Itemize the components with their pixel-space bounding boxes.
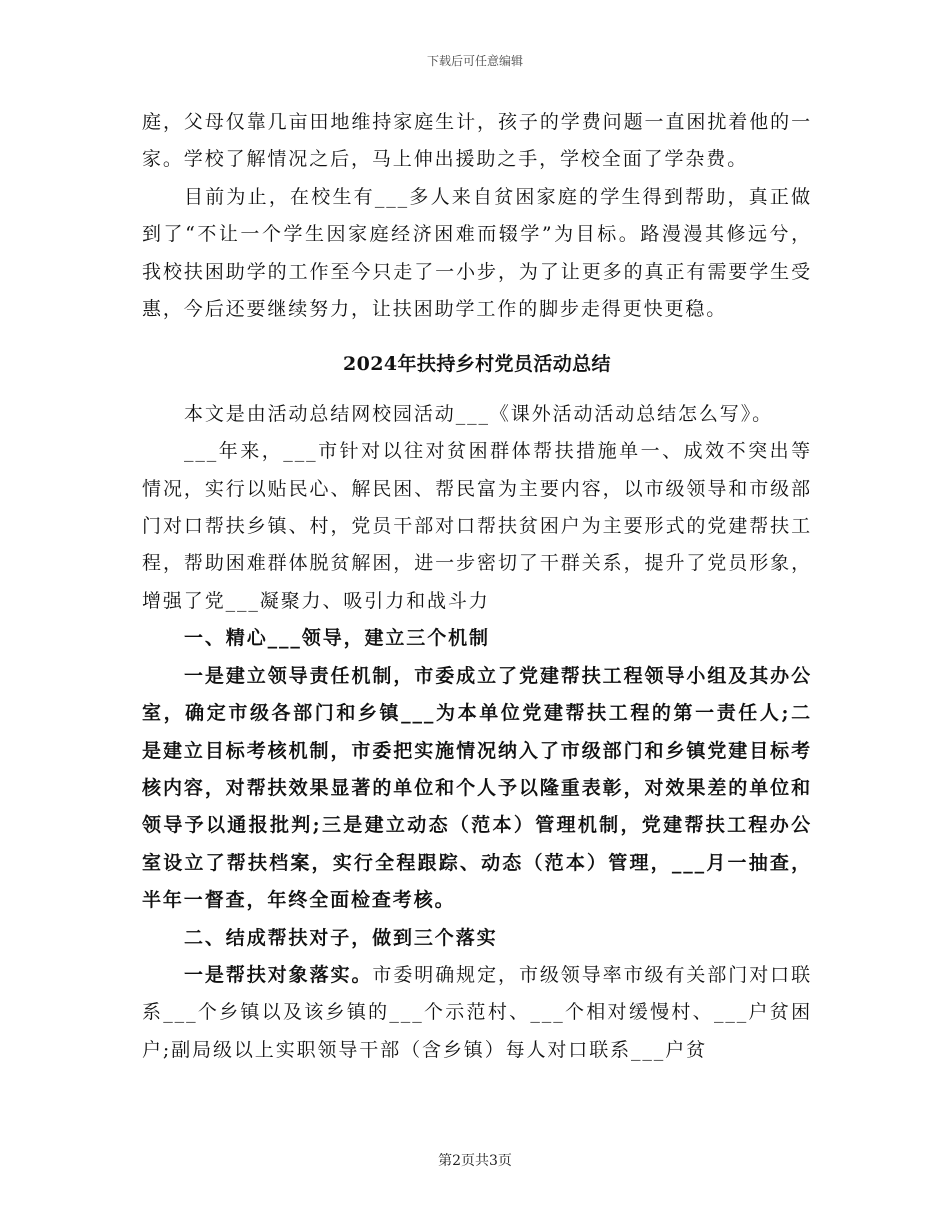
paragraph: 目前为止，在校生有___多人来自贫困家庭的学生得到帮助，真正做到了“不让一个学生因家庭经济困难而辍学”为目标。路漫漫其修远兮，我校扶困助学的工作至今只走了一小步，为了让更多的真正有需要学生受惠，今后还要继续努力，让扶困助学工作的脚步走得更快更稳。	[142, 185, 812, 321]
paragraph-text: 市委明确规定，市级领导率市级有关部门对口联系___个乡镇以及该乡镇的___个示范村、___个相对缓慢村、___户贫困户;副局级以上实职领导干部（含乡镇）每人对口联系___户贫	[142, 963, 812, 1061]
paragraph-continued: 庭，父母仅靠几亩田地维持家庭生计，孩子的学费问题一直困扰着他的一家。学校了解情况之后，马上伸出援助之手，学校全面了学杂费。	[142, 111, 812, 171]
page-footer: 第2页共3页	[438, 1153, 512, 1169]
section-heading: 一、精心___领导，建立三个机制	[184, 627, 490, 650]
page-header: 下载后可任意编辑	[426, 54, 523, 68]
paragraph-bold: 一是建立领导责任机制，市委成立了党建帮扶工程领导小组及其办公室，确定市级各部门和乡镇___为本单位党建帮扶工程的第一责任人;二是建立目标考核机制，市委把实施情况纳入了市级部门和乡镇党建目标考核内容，对帮扶效果显著的单位和个人予以隆重表彰，对效果差的单位和领导予以通报批判;三是建立动态（范本）管理机制，党建帮扶工程办公室设立了帮扶档案，实行全程跟踪、动态（范本）管理，___月一抽查，半年一督查，年终全面检查考核。	[142, 664, 812, 912]
paragraph-lead: 一是帮扶对象落实。	[184, 963, 373, 986]
section-heading: 二、结成帮扶对子，做到三个落实	[184, 926, 498, 949]
paragraph: ___年来，___市针对以往对贫困群体帮扶措施单一、成效不突出等情况，实行以贴民心、解民困、帮民富为主要内容，以市级领导和市级部门对口帮扶乡镇、村，党员干部对口帮扶贫困户为主要形式的党建帮扶工程，帮助困难群体脱贫解困，进一步密切了干群关系，提升了党员形象，增强了党___凝聚力、吸引力和战斗力	[142, 440, 812, 612]
article-intro: 本文是由活动总结网校园活动___《课外活动活动总结怎么写》。	[184, 402, 774, 425]
document-body	[142, 104, 812, 1069]
article-title: 2024年扶持乡村党员活动总结	[343, 353, 611, 376]
paragraph	[142, 957, 812, 1069]
